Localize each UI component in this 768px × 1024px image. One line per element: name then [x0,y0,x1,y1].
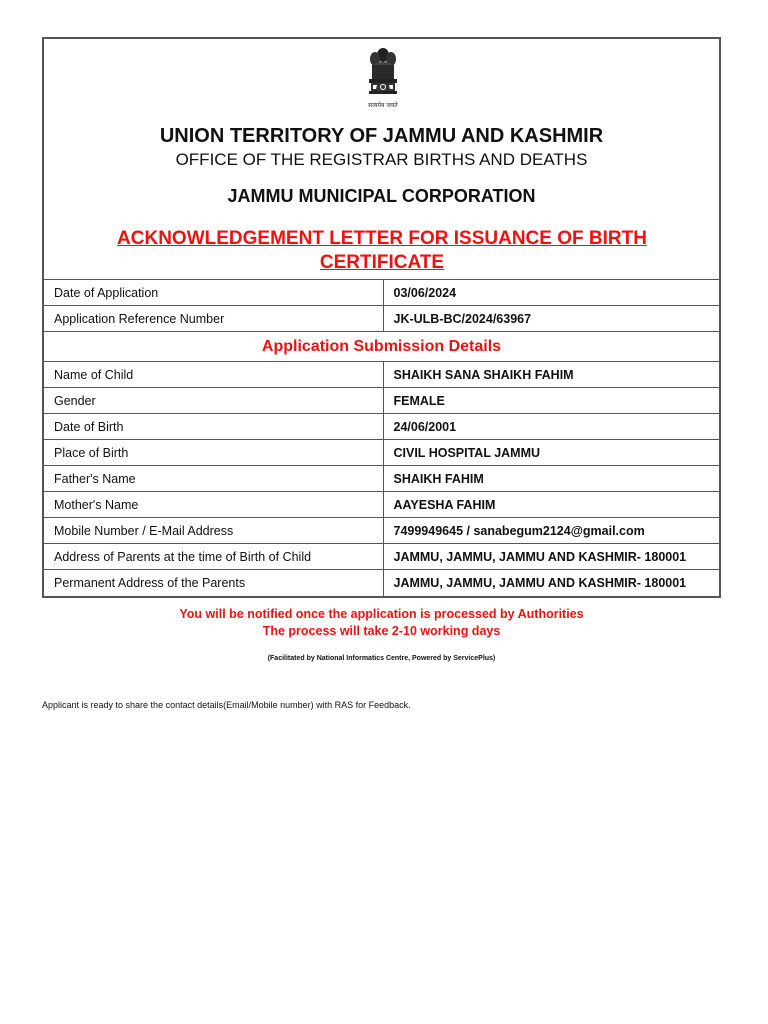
table-row [44,388,719,414]
office-title: OFFICE OF THE REGISTRAR BIRTHS AND DEATHS [175,150,588,169]
row-label: Mobile Number / E-Mail Address [44,518,383,544]
row-value: CIVIL HOSPITAL JAMMU [383,440,719,466]
letter-title [84,227,680,275]
letter-title-line2: CERTIFICATE [319,252,445,273]
feedback-consent-note: Applicant is ready to share the contact details(Email/Mobile number) with RAS for Feedback. [42,700,411,710]
row-value: SHAIKH FAHIM [383,466,719,492]
row-value: JAMMU, JAMMU, JAMMU AND KASHMIR- 180001 [383,570,719,596]
row-label: Permanent Address of the Parents [44,570,383,596]
table-row [44,518,719,544]
table-row [44,544,719,570]
notice-line1: You will be notified once the application is processed by Authorities [179,607,584,621]
row-label: Mother's Name [44,492,383,518]
section-heading: Application Submission Details [44,332,719,362]
table-row [44,570,719,596]
section-heading-row [44,332,719,362]
table-row [44,414,719,440]
row-label: Date of Birth [44,414,383,440]
table-row [44,306,719,332]
row-value: AAYESHA FAHIM [383,492,719,518]
row-label: Place of Birth [44,440,383,466]
row-label: Gender [44,388,383,414]
table-row [44,466,719,492]
table-row [44,440,719,466]
territory-title: UNION TERRITORY OF JAMMU AND KASHMIR [159,125,604,147]
row-value: 24/06/2001 [383,414,719,440]
table-row [44,492,719,518]
corporation-title: JAMMU MUNICIPAL CORPORATION [227,186,536,206]
details-table [44,279,719,596]
row-value: FEMALE [383,388,719,414]
table-row [44,362,719,388]
notice-line2: The process will take 2-10 working days [262,624,501,638]
processing-notice [42,606,721,640]
row-label: Date of Application [44,280,383,306]
facilitated-note: (Facilitated by National Informatics Centre, Powered by ServicePlus) [267,655,496,662]
svg-text:सत्यमेव जयते: सत्यमेव जयते [368,102,398,109]
row-label: Address of Parents at the time of Birth of Child [44,544,383,570]
acknowledgement-frame [42,37,721,598]
row-value: JAMMU, JAMMU, JAMMU AND KASHMIR- 180001 [383,544,719,570]
row-value: JK-ULB-BC/2024/63967 [383,306,719,332]
row-value: 03/06/2024 [383,280,719,306]
document-header [44,39,719,279]
table-row [44,280,719,306]
letter-title-line1: ACKNOWLEDGEMENT LETTER FOR ISSUANCE OF BIRTH [117,228,647,249]
row-value: SHAIKH SANA SHAIKH FAHIM [383,362,719,388]
row-label: Father's Name [44,466,383,492]
row-label: Application Reference Number [44,306,383,332]
row-label: Name of Child [44,362,383,388]
row-value: 7499949645 / sanabegum2124@gmail.com [383,518,719,544]
emblem-motto-text [355,99,411,109]
